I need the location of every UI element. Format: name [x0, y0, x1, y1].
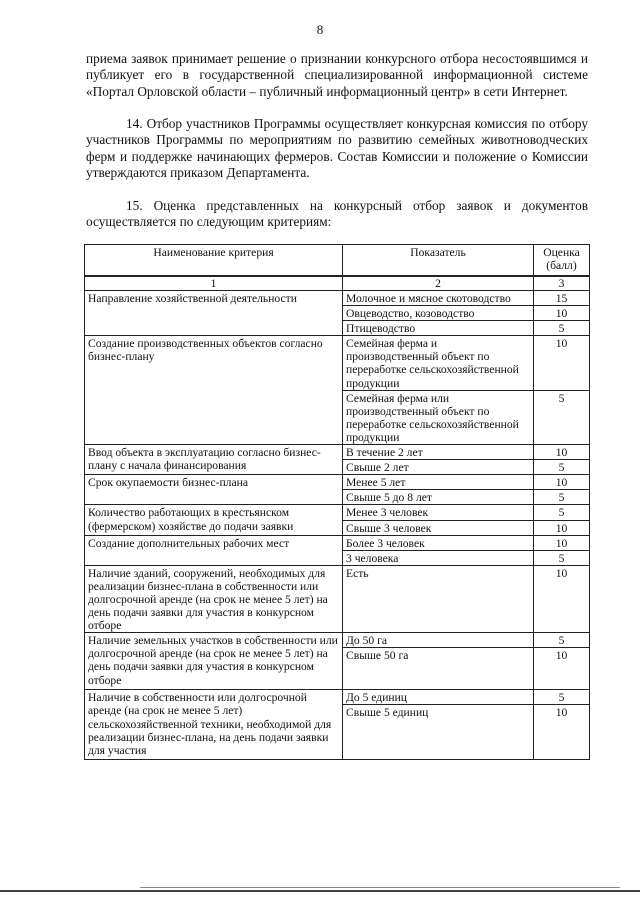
- criterion-cell: Ввод объекта в эксплуатацию согласно бизнес-плану с начала финансирования: [85, 445, 343, 475]
- score-cell: 10: [534, 535, 590, 550]
- criterion-cell: Срок окупаемости бизнес-плана: [85, 475, 343, 505]
- score-cell: 5: [534, 390, 590, 444]
- indicator-cell: Овцеводство, козоводство: [343, 306, 534, 321]
- score-cell: 5: [534, 633, 590, 648]
- score-cell: 5: [534, 490, 590, 505]
- table-row: [85, 475, 590, 490]
- column-number-2: 2: [343, 276, 534, 291]
- table-row: [85, 535, 590, 550]
- score-cell: 5: [534, 460, 590, 475]
- indicator-cell: В течение 2 лет: [343, 445, 534, 460]
- indicator-cell: Свыше 5 до 8 лет: [343, 490, 534, 505]
- score-cell: 5: [534, 550, 590, 565]
- indicator-cell: 3 человека: [343, 550, 534, 565]
- paragraph-15: 15. Оценка представленных на конкурсный отбор заявок и документов осуществляется по следующим критериям:: [86, 198, 588, 230]
- score-cell: 10: [534, 705, 590, 760]
- indicator-cell: Семейная ферма или производственный объект по переработке сельскохозяйственной продукции: [343, 390, 534, 444]
- criterion-cell: Наличие зданий, сооружений, необходимых для реализации бизнес-плана в собственности или долгосрочной аренде (на срок не менее 5 лет) на день подачи заявки для участия в конкурсном отборе: [85, 565, 343, 632]
- indicator-cell: Более 3 человек: [343, 535, 534, 550]
- criterion-cell: Количество работающих в крестьянском (фермерском) хозяйстве до подачи заявки: [85, 505, 343, 535]
- table-header-row: [85, 245, 590, 277]
- score-cell: 10: [534, 648, 590, 690]
- score-cell: 10: [534, 445, 590, 460]
- score-cell: 5: [534, 321, 590, 336]
- header-score: Оценка (балл): [534, 245, 590, 277]
- score-cell: 5: [534, 505, 590, 520]
- paragraph-continuation: приема заявок принимает решение о признании конкурсного отбора несостоявшимся и публикует его в государственной специализированной информационной системе «Портал Орловской области – публичный информационный центр» в сети Интернет.: [86, 51, 588, 99]
- indicator-cell: Птицеводство: [343, 321, 534, 336]
- score-cell: 10: [534, 306, 590, 321]
- table-row: [85, 445, 590, 460]
- column-number-row: [85, 276, 590, 291]
- indicator-cell: До 50 га: [343, 633, 534, 648]
- criterion-cell: Создание производственных объектов согласно бизнес-плану: [85, 336, 343, 445]
- indicator-cell: Свыше 3 человек: [343, 520, 534, 535]
- table-row: [85, 565, 590, 632]
- footer-rule: [0, 890, 640, 892]
- score-cell: 10: [534, 520, 590, 535]
- score-cell: 10: [534, 336, 590, 390]
- table-row: [85, 633, 590, 648]
- criteria-table: [84, 244, 590, 760]
- indicator-cell: Свыше 2 лет: [343, 460, 534, 475]
- criterion-cell: Направление хозяйственной деятельности: [85, 291, 343, 336]
- column-number-3: 3: [534, 276, 590, 291]
- indicator-cell: Есть: [343, 565, 534, 632]
- indicator-cell: Свыше 5 единиц: [343, 705, 534, 760]
- criterion-cell: Создание дополнительных рабочих мест: [85, 535, 343, 565]
- header-criterion: Наименование критерия: [85, 245, 343, 277]
- column-number-1: 1: [85, 276, 343, 291]
- indicator-cell: Свыше 50 га: [343, 648, 534, 690]
- criterion-cell: Наличие в собственности или долгосрочной аренде (на срок не менее 5 лет) сельскохозяйственной техники, необходимой для реализации бизнес-плана, на день подачи заявки для участия: [85, 690, 343, 760]
- indicator-cell: До 5 единиц: [343, 690, 534, 705]
- table-row: [85, 505, 590, 520]
- indicator-cell: Менее 5 лет: [343, 475, 534, 490]
- page-number: 8: [316, 22, 324, 37]
- table-row: [85, 690, 590, 705]
- indicator-cell: Менее 3 человек: [343, 505, 534, 520]
- score-cell: 10: [534, 565, 590, 632]
- score-cell: 10: [534, 475, 590, 490]
- score-cell: 15: [534, 291, 590, 306]
- table-row: [85, 336, 590, 390]
- criterion-cell: Наличие земельных участков в собственности или долгосрочной аренде (на срок не менее 5 лет) на день подачи заявки для участия в конкурсном отборе: [85, 633, 343, 690]
- indicator-cell: Семейная ферма и производственный объект по переработке сельскохозяйственной продукции: [343, 336, 534, 390]
- footer-rule-upper: [140, 887, 620, 888]
- paragraph-14: 14. Отбор участников Программы осуществляет конкурсная комиссия по отбору участников Программы по мероприятиям по развитию семейных животноводческих ферм и поддержке начинающих фермеров. Состав Комиссии и положение о Комиссии утверждаются приказом Департамента.: [86, 116, 588, 180]
- table-row: [85, 291, 590, 306]
- indicator-cell: Молочное и мясное скотоводство: [343, 291, 534, 306]
- score-cell: 5: [534, 690, 590, 705]
- header-indicator: Показатель: [343, 245, 534, 277]
